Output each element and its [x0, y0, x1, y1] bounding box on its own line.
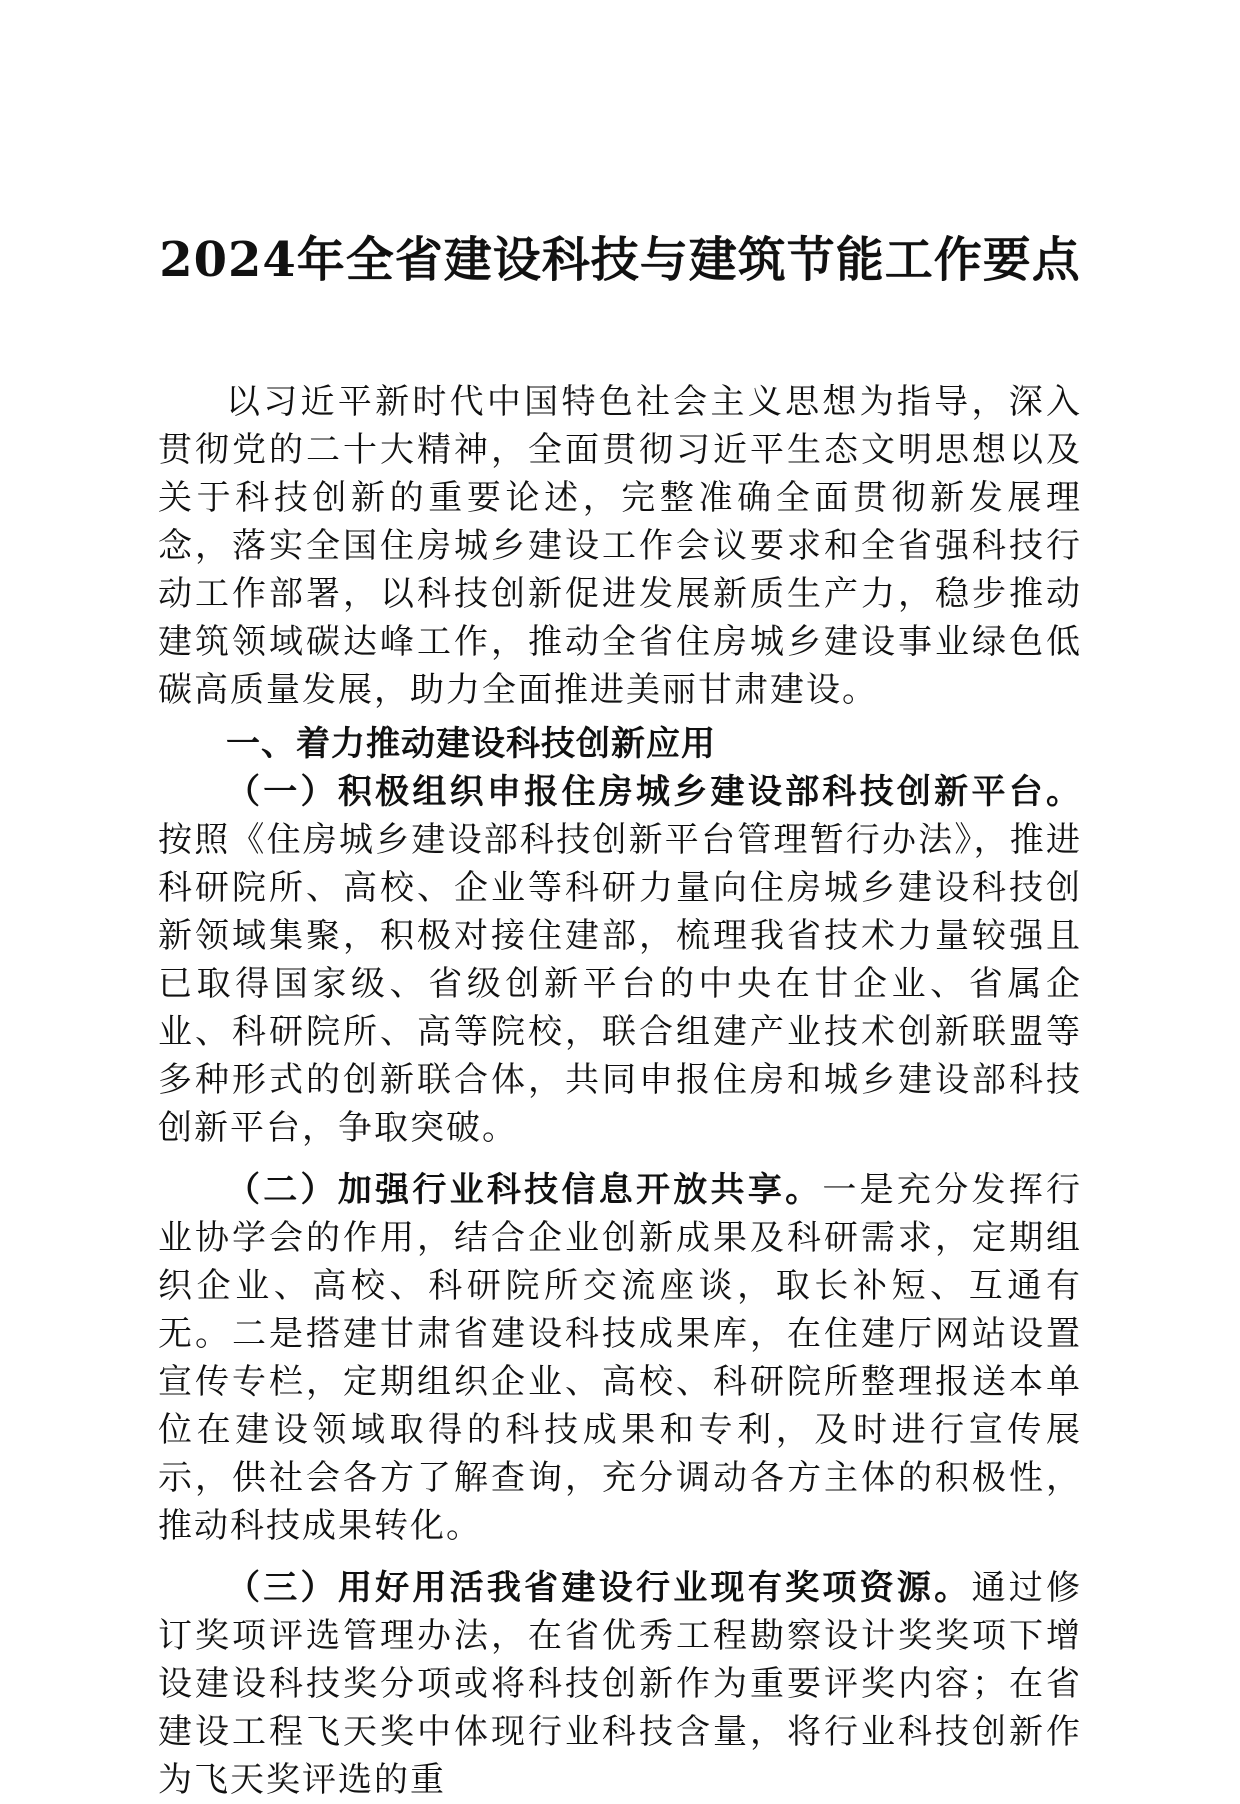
subsection-body-1: 按照《住房城乡建设部科技创新平台管理暂行办法》，推进科研院所、高校、企业等科研力量向住房城乡建设科技创新领域集聚，积极对接住建部，梳理我省技术力量较强且已取得国家级、省级创新平台的中央在甘企业、省属企业、科研院所、高等院校，联合组建产业技术创新联盟等多种形式的创新联合体，共同申报住房和城乡建设部科技创新平台，争取突破。 — [158, 820, 1082, 1148]
intro-paragraph: 以习近平新时代中国特色社会主义思想为指导，深入贯彻党的二十大精神，全面贯彻习近平生态文明思想以及关于科技创新的重要论述，完整准确全面贯彻新发展理念，落实全国住房城乡建设工作会议要求和全省强科技行动工作部署，以科技创新促进发展新质生产力，稳步推动建筑领域碳达峰工作，推动全省住房城乡建设事业绿色低碳高质量发展，助力全面推进美丽甘肃建设。 — [158, 382, 1082, 710]
subsection-lead-1: （一）积极组织申报住房城乡建设部科技创新平台。 — [226, 772, 1082, 812]
document-title: 2024年全省建设科技与建筑节能工作要点 — [159, 232, 1081, 288]
subsection-body-2: 一是充分发挥行业协学会的作用，结合企业创新成果及科研需求，定期组织企业、高校、科研院所交流座谈，取长补短、互通有无。二是搭建甘肃省建设科技成果库，在住建厅网站设置宣传专栏，定期组织企业、高校、科研院所整理报送本单位在建设领域取得的科技成果和专利，及时进行宣传展示，供社会各方了解查询，充分调动各方主体的积极性，推动科技成果转化。 — [158, 1170, 1083, 1546]
section-heading: 一、着力推动建设科技创新应用 — [226, 724, 716, 764]
subsection-lead-2: （二）加强行业科技信息开放共享。 — [226, 1170, 823, 1210]
document-body — [158, 378, 1082, 1804]
subsection-body-3: 通过修订奖项评选管理办法，在省优秀工程勘察设计奖奖项下增设建设科技奖分项或将科技创新作为重要评奖内容；在省建设工程飞天奖中体现行业科技含量，将行业科技创新作为飞天奖评选的重 — [158, 1568, 1082, 1800]
subsection-paragraph-3 — [158, 1564, 1082, 1804]
subsection-paragraph-2 — [158, 1166, 1082, 1550]
subsection-lead-3: （三）用好用活我省建设行业现有奖项资源。 — [226, 1568, 972, 1608]
subsection-paragraph-1 — [158, 768, 1082, 1152]
